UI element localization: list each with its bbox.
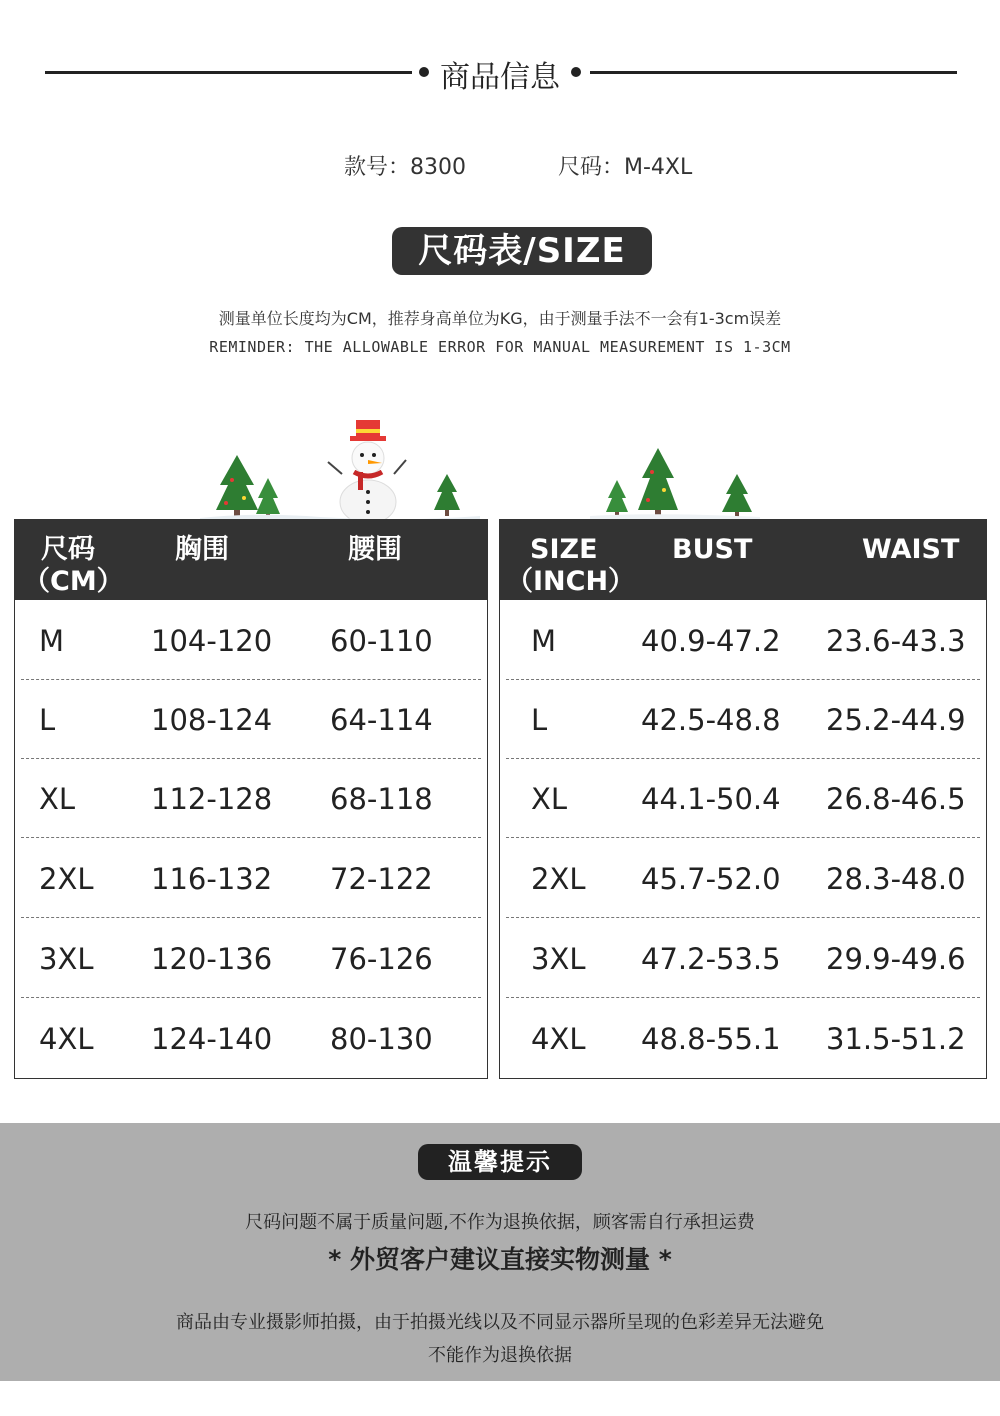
size-cell: 3XL xyxy=(531,942,586,976)
size-cell: L xyxy=(39,703,56,737)
table-row xyxy=(506,918,980,998)
snowman-icon xyxy=(328,420,406,524)
waist-cell: 23.6-43.3 xyxy=(826,624,966,658)
bust-cell: 112-128 xyxy=(151,782,273,816)
christmas-tree-icon xyxy=(256,478,280,520)
bust-cell: 120-136 xyxy=(151,942,273,976)
size-cell: XL xyxy=(39,782,76,816)
table-row xyxy=(21,838,481,918)
tips-line-3: 商品由专业摄影师拍摄，由于拍摄光线以及不同显示器所呈现的色彩差异无法避免 xyxy=(176,1312,824,1333)
size-cell: M xyxy=(531,624,557,658)
header-unit: （CM） xyxy=(23,566,124,597)
size-cell: XL xyxy=(531,782,568,816)
header-line-right xyxy=(590,71,957,74)
header-bust: BUST xyxy=(672,534,753,565)
waist-cell: 25.2-44.9 xyxy=(826,703,966,737)
table-header xyxy=(500,520,986,600)
bust-cell: 48.8-55.1 xyxy=(641,1022,781,1056)
waist-cell: 68-118 xyxy=(330,782,433,816)
bust-cell: 124-140 xyxy=(151,1022,273,1056)
christmas-tree-icon xyxy=(606,480,628,518)
waist-cell: 60-110 xyxy=(330,624,433,658)
table-row xyxy=(506,679,980,759)
header-waist: WAIST xyxy=(862,534,960,565)
tips-line-2: * 外贸客户建议直接实物测量 * xyxy=(328,1245,672,1274)
table-row xyxy=(506,998,980,1077)
header-bust: 胸围 xyxy=(175,534,229,565)
waist-cell: 80-130 xyxy=(330,1022,433,1056)
measurement-note-en: REMINDER: THE ALLOWABLE ERROR FOR MANUAL MEASUREMENT IS 1-3CM xyxy=(209,338,791,356)
measurement-note-cn: 测量单位长度均为CM，推荐身高单位为KG，由于测量手法不一会有1-3cm误差 xyxy=(218,309,782,328)
size-table-cm xyxy=(14,519,488,1079)
header-size: 尺码 xyxy=(41,534,95,565)
waist-cell: 76-126 xyxy=(330,942,433,976)
bust-cell: 42.5-48.8 xyxy=(641,703,781,737)
table-row xyxy=(21,679,481,759)
bust-cell: 116-132 xyxy=(151,862,273,896)
table-row xyxy=(506,600,980,680)
size-cell: 2XL xyxy=(39,862,94,896)
waist-cell: 72-122 xyxy=(330,862,433,896)
table-row xyxy=(506,758,980,838)
bust-cell: 104-120 xyxy=(151,624,273,658)
table-row xyxy=(21,998,481,1077)
size-cell: 3XL xyxy=(39,942,94,976)
christmas-tree-icon xyxy=(638,448,678,518)
header-size: SIZE xyxy=(530,534,598,565)
tips-line-4: 不能作为退换依据 xyxy=(428,1345,572,1366)
table-row xyxy=(506,838,980,918)
tips-line-1: 尺码问题不属于质量问题,不作为退换依据，顾客需自行承担运费 xyxy=(245,1212,755,1233)
bust-cell: 108-124 xyxy=(151,703,273,737)
waist-cell: 31.5-51.2 xyxy=(826,1022,966,1056)
size-cell: 4XL xyxy=(531,1022,586,1056)
table-row xyxy=(21,600,481,680)
bust-cell: 47.2-53.5 xyxy=(641,942,781,976)
bust-cell: 40.9-47.2 xyxy=(641,624,781,658)
christmas-tree-icon xyxy=(216,455,258,518)
christmas-tree-icon xyxy=(722,474,752,519)
style-number: 款号：8300 xyxy=(344,155,466,180)
header-dot-right xyxy=(571,67,581,77)
table-row xyxy=(21,918,481,998)
table-row xyxy=(21,758,481,838)
size-cell: 2XL xyxy=(531,862,586,896)
waist-cell: 29.9-49.6 xyxy=(826,942,966,976)
size-range: 尺码：M-4XL xyxy=(558,155,693,180)
size-table-inch xyxy=(499,519,987,1079)
christmas-tree-icon xyxy=(434,474,460,516)
table-header xyxy=(15,520,487,600)
size-cell: L xyxy=(531,703,548,737)
waist-cell: 28.3-48.0 xyxy=(826,862,966,896)
tips-badge: 温馨提示 xyxy=(418,1144,582,1180)
header-unit: （INCH） xyxy=(506,566,636,597)
bust-cell: 44.1-50.4 xyxy=(641,782,781,816)
size-chart-badge: 尺码表/SIZE xyxy=(392,227,652,275)
header-title: 商品信息 xyxy=(440,60,560,95)
bust-cell: 45.7-52.0 xyxy=(641,862,781,896)
waist-cell: 26.8-46.5 xyxy=(826,782,966,816)
header-waist: 腰围 xyxy=(348,534,402,565)
waist-cell: 64-114 xyxy=(330,703,433,737)
size-cell: M xyxy=(39,624,65,658)
size-cell: 4XL xyxy=(39,1022,94,1056)
